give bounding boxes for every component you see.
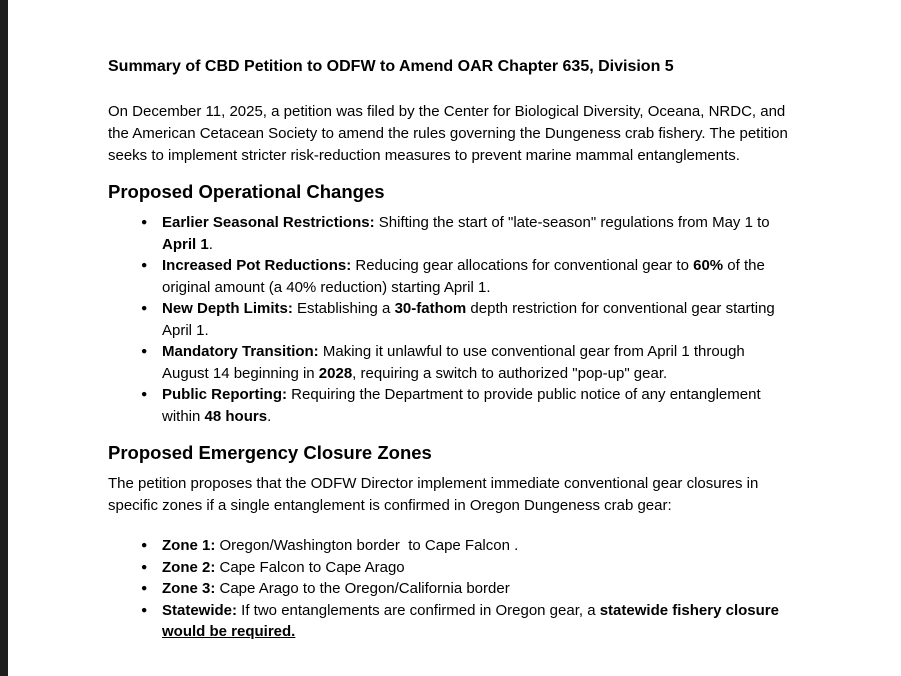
text-run: Earlier Seasonal Restrictions: bbox=[162, 214, 375, 231]
list-item-statewide bbox=[162, 600, 792, 643]
text-run: 60% bbox=[693, 257, 724, 274]
text-run: Public Reporting: bbox=[162, 386, 287, 403]
text-run: . bbox=[267, 407, 272, 425]
text-run: Zone 2: bbox=[162, 558, 216, 576]
list-item-zone-3 bbox=[162, 578, 792, 600]
operational-changes-list bbox=[108, 212, 792, 427]
text-run: Shifting the start of "late-season" regulations from May 1 to bbox=[374, 214, 774, 231]
text-run: Mandatory Transition: bbox=[162, 343, 319, 360]
text-run: Establishing a bbox=[292, 300, 395, 317]
text-run: would be required. bbox=[162, 623, 296, 640]
list-item-public-reporting bbox=[162, 384, 792, 427]
window-edge-strip bbox=[0, 0, 8, 676]
closure-zones-list bbox=[108, 535, 792, 643]
text-run: , requiring a switch to authorized "pop-up" gear. bbox=[352, 364, 668, 382]
list-item-zone-2 bbox=[162, 557, 792, 579]
closure-zones-paragraph: The petition proposes that the ODFW Director implement immediate conventional gear closures in specific zones if a single entanglement is confirmed in Oregon Dungeness crab gear: bbox=[108, 475, 763, 514]
list-item-mandatory-transition bbox=[162, 341, 792, 384]
text-run: Statewide: bbox=[162, 601, 238, 619]
list-item-new-depth-limits bbox=[162, 298, 792, 341]
text-run: Increased Pot Reductions: bbox=[162, 257, 352, 274]
text-run: Zone 3: bbox=[162, 580, 216, 597]
list-item-increased-pot-reductions bbox=[162, 255, 792, 298]
text-run: Making it unlawful to use conventional gear from April 1 through August 14 beginning in bbox=[162, 343, 749, 382]
text-run: depth restriction for conventional gear starting April 1. bbox=[162, 300, 779, 339]
intro-paragraph: On December 11, 2025, a petition was filed by the Center for Biological Diversity, Oceana, NRDC, and the American Cetacean Society to amend the rules governing the Dungeness crab fishery. The petition seeks to implement stricter risk-reduction measures to prevent marine mammal entanglements. bbox=[108, 103, 793, 164]
text-run: 48 hours bbox=[204, 407, 268, 425]
text-run: Zone 1: bbox=[162, 537, 216, 554]
text-run: of the original amount (a 40% reduction) starting April 1. bbox=[162, 257, 770, 296]
text-run: statewide fishery closure bbox=[599, 601, 784, 619]
text-run: If two entanglements are confirmed in Oregon gear, a bbox=[237, 601, 600, 619]
text-run: Cape Falcon to Cape Arago bbox=[215, 558, 405, 576]
text-run: 30-fathom bbox=[394, 300, 467, 317]
section-heading-closure-zones: Proposed Emergency Closure Zones bbox=[108, 442, 432, 463]
list-item-earlier-seasonal-restrictions bbox=[162, 212, 792, 255]
text-run: Requiring the Department to provide public notice of any entanglement within bbox=[162, 386, 765, 425]
list-item-zone-1 bbox=[162, 535, 792, 557]
text-run: 2028 bbox=[318, 364, 353, 382]
text-run: Oregon/Washington border to Cape Falcon . bbox=[215, 537, 519, 554]
text-run: Cape Arago to the Oregon/California border bbox=[215, 580, 510, 597]
text-run: . bbox=[208, 235, 213, 253]
section-heading-operational-changes: Proposed Operational Changes bbox=[108, 181, 385, 202]
document-title: Summary of CBD Petition to ODFW to Amend OAR Chapter 635, Division 5 bbox=[108, 58, 674, 75]
text-run: Reducing gear allocations for conventional gear to bbox=[351, 257, 694, 274]
text-run: April 1 bbox=[162, 235, 209, 253]
text-run: New Depth Limits: bbox=[162, 300, 293, 317]
